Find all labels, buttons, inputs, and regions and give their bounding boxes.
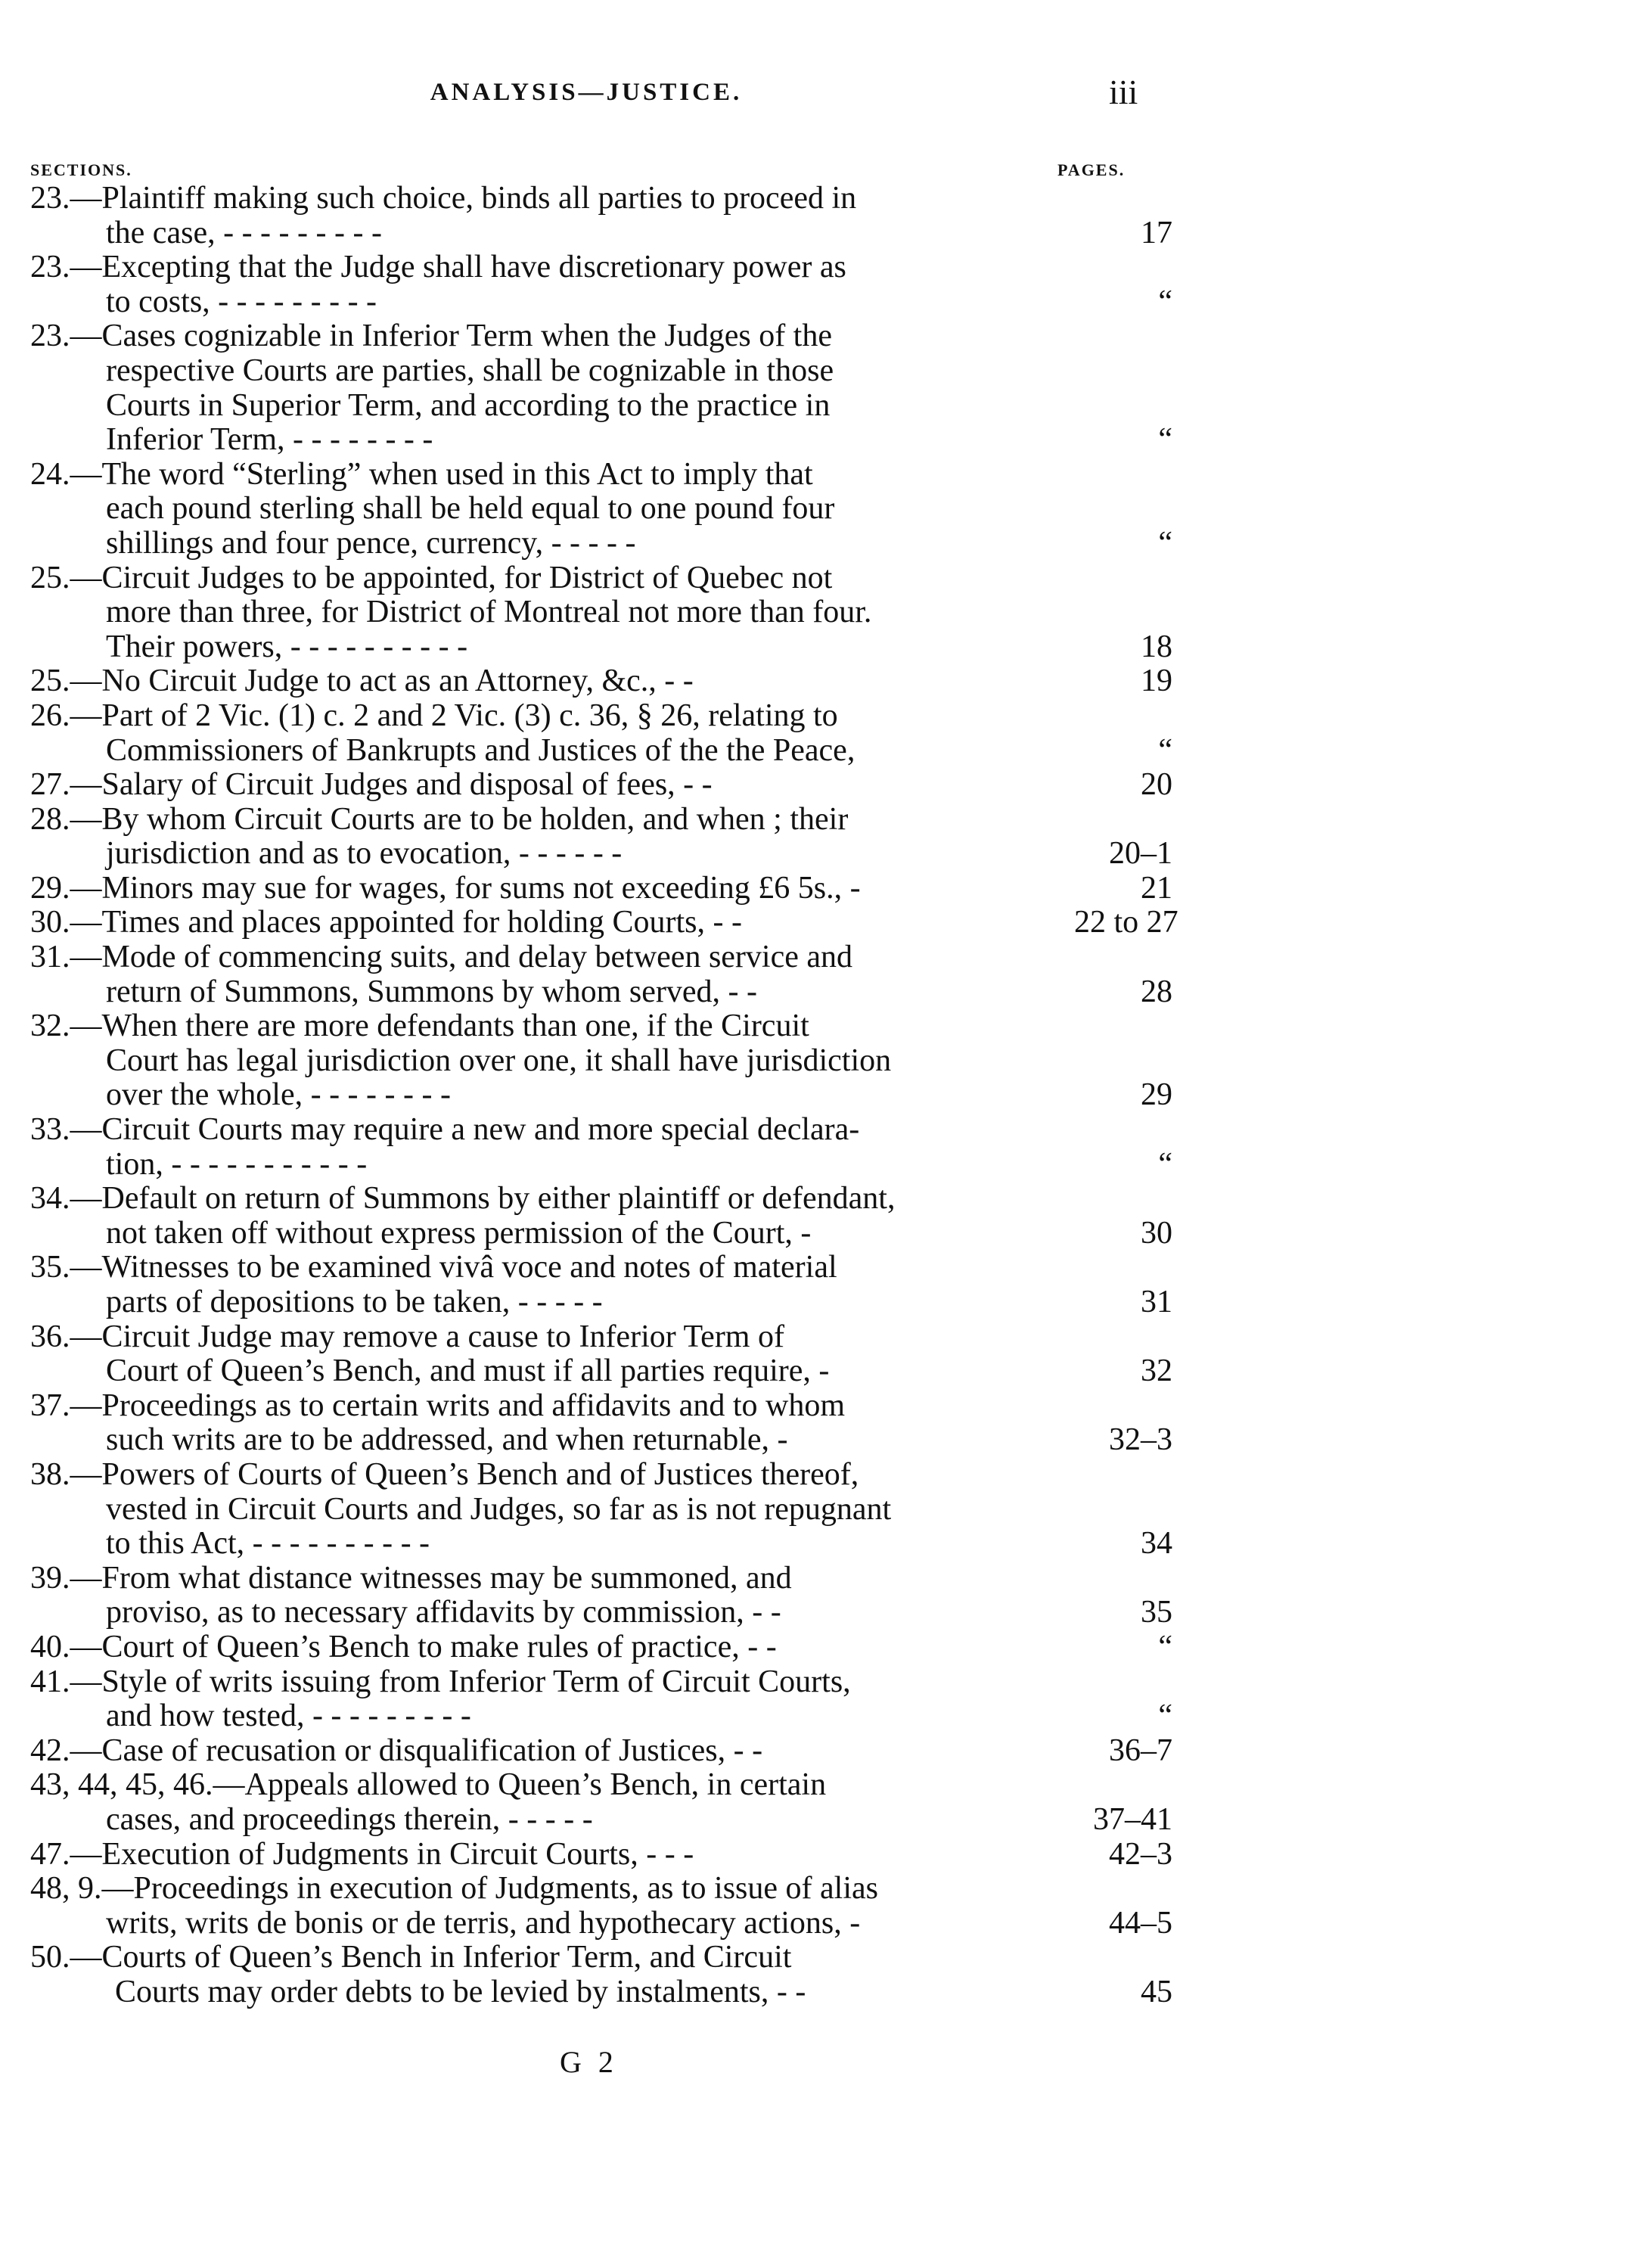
entry-line bbox=[0, 1354, 1652, 1389]
entry-line bbox=[0, 561, 1652, 596]
entry-line bbox=[0, 458, 1652, 493]
entry-line bbox=[0, 1596, 1652, 1630]
entry-line bbox=[0, 1734, 1652, 1769]
entry-text: over the whole, - - - - - - - - bbox=[106, 1077, 451, 1113]
entry-page-reference: 19 bbox=[1141, 664, 1172, 699]
entry-line bbox=[0, 1423, 1652, 1458]
entry-text: tion, - - - - - - - - - - - bbox=[106, 1146, 368, 1182]
entry-page-reference: “ bbox=[1158, 1629, 1172, 1664]
contents-entry bbox=[0, 1838, 1652, 1872]
entry-page-reference: 32–3 bbox=[1109, 1422, 1172, 1458]
entry-page-reference: 42–3 bbox=[1109, 1836, 1172, 1872]
contents-entry bbox=[0, 561, 1652, 665]
entry-page-reference: 34 bbox=[1141, 1526, 1172, 1562]
entry-line bbox=[0, 1907, 1652, 1941]
entry-line bbox=[0, 1630, 1652, 1665]
entry-text: 28.—By whom Circuit Courts are to be holden, and when ; their bbox=[30, 801, 849, 837]
entry-text: 37.—Proceedings as to certain writs and affidavits and to whom bbox=[30, 1388, 845, 1423]
entry-text: 25.—No Circuit Judge to act as an Attorney, &c., - - bbox=[30, 664, 694, 699]
entry-text: 43, 44, 45, 46.—Appeals allowed to Queen’s Bench, in certain bbox=[30, 1767, 827, 1803]
entry-text: respective Courts are parties, shall be cognizable in those bbox=[106, 353, 834, 388]
entry-line bbox=[0, 803, 1652, 838]
entry-text: vested in Circuit Courts and Judges, so far as is not repugnant bbox=[106, 1491, 892, 1527]
entry-text: 39.—From what distance witnesses may be summoned, and bbox=[30, 1560, 792, 1596]
entry-text: 42.—Case of recusation or disqualification of Justices, - - bbox=[30, 1733, 763, 1768]
entry-line bbox=[0, 664, 1652, 699]
entry-page-reference: 44–5 bbox=[1109, 1905, 1172, 1941]
entry-text: to this Act, - - - - - - - - - - bbox=[106, 1526, 430, 1562]
entry-page-reference: 32 bbox=[1141, 1353, 1172, 1389]
entry-text: 48, 9.—Proceedings in execution of Judgments, as to issue of alias bbox=[30, 1871, 878, 1907]
contents-entry bbox=[0, 1389, 1652, 1458]
entry-text: such writs are to be addressed, and when returnable, - bbox=[106, 1422, 788, 1458]
entry-page-reference: 21 bbox=[1141, 870, 1172, 906]
contents-entry bbox=[0, 1251, 1652, 1319]
entry-page-reference: “ bbox=[1158, 525, 1172, 561]
entry-line bbox=[0, 906, 1652, 940]
entry-line bbox=[0, 1527, 1652, 1562]
running-title: ANALYSIS—JUSTICE. bbox=[430, 79, 743, 106]
entry-text: each pound sterling shall be held equal to one pound four bbox=[106, 491, 835, 527]
entry-page-reference: 28 bbox=[1141, 974, 1172, 1009]
entry-line bbox=[0, 837, 1652, 872]
entry-line bbox=[0, 630, 1652, 665]
entry-text: not taken off without express permission of the Court, - bbox=[106, 1215, 812, 1251]
entry-page-reference: 20–1 bbox=[1109, 836, 1172, 872]
entry-line bbox=[0, 1493, 1652, 1527]
entry-text: Inferior Term, - - - - - - - - bbox=[106, 422, 433, 458]
entry-line bbox=[0, 492, 1652, 527]
entry-line bbox=[0, 1458, 1652, 1493]
entry-text: 40.—Court of Queen’s Bench to make rules of practice, - - bbox=[30, 1629, 777, 1664]
entry-page-reference: “ bbox=[1158, 732, 1172, 768]
contents-entry bbox=[0, 1562, 1652, 1630]
entry-page-reference: 20 bbox=[1141, 767, 1172, 803]
entry-line bbox=[0, 1838, 1652, 1872]
entry-text: 41.—Style of writs issuing from Inferior Term of Circuit Courts, bbox=[30, 1664, 851, 1699]
entry-text: 23.—Plaintiff making such choice, binds all parties to proceed in bbox=[30, 181, 857, 216]
contents-entry bbox=[0, 319, 1652, 457]
entry-line bbox=[0, 1699, 1652, 1734]
entry-text: and how tested, - - - - - - - - - bbox=[106, 1698, 471, 1734]
entry-text: proviso, as to necessary affidavits by commission, - - bbox=[106, 1595, 781, 1630]
entry-line bbox=[0, 1009, 1652, 1044]
entry-text: 35.—Witnesses to be examined vivâ voce and notes of material bbox=[30, 1250, 837, 1285]
entry-page-reference: 37–41 bbox=[1093, 1801, 1172, 1837]
entry-line bbox=[0, 354, 1652, 389]
entry-text: 27.—Salary of Circuit Judges and disposal of fees, - - bbox=[30, 767, 713, 803]
contents-entry bbox=[0, 1630, 1652, 1665]
entry-line bbox=[0, 1803, 1652, 1838]
contents-entry bbox=[0, 872, 1652, 906]
entry-line bbox=[0, 1113, 1652, 1148]
entry-page-reference: “ bbox=[1158, 1698, 1172, 1734]
entry-page-reference: “ bbox=[1158, 422, 1172, 458]
entry-text: 38.—Powers of Courts of Queen’s Bench and of Justices thereof, bbox=[30, 1456, 859, 1492]
contents-entry bbox=[0, 906, 1652, 940]
entry-line bbox=[0, 1768, 1652, 1803]
entry-line bbox=[0, 1975, 1652, 2010]
contents-entry bbox=[0, 1734, 1652, 1769]
entry-line bbox=[0, 527, 1652, 561]
entry-text: 24.—The word “Sterling” when used in this Act to imply that bbox=[30, 456, 813, 492]
entry-text: Court of Queen’s Bench, and must if all parties require, - bbox=[106, 1353, 830, 1389]
entry-page-reference: 30 bbox=[1141, 1215, 1172, 1251]
entry-line bbox=[0, 216, 1652, 251]
entry-page-reference: 35 bbox=[1141, 1595, 1172, 1630]
entry-line bbox=[0, 1148, 1652, 1182]
entry-line bbox=[0, 285, 1652, 320]
entry-text: Commissioners of Bankrupts and Justices of the the Peace, bbox=[106, 732, 856, 768]
contents-entry bbox=[0, 182, 1652, 250]
entry-line bbox=[0, 1044, 1652, 1079]
entry-text: to costs, - - - - - - - - - bbox=[106, 284, 377, 319]
pages-column-label: PAGES. bbox=[1057, 160, 1126, 179]
entry-line bbox=[0, 975, 1652, 1010]
contents-entry bbox=[0, 1768, 1652, 1837]
entry-line bbox=[0, 1562, 1652, 1596]
contents-entry bbox=[0, 1872, 1652, 1941]
contents-entry bbox=[0, 1113, 1652, 1182]
entry-text: 23.—Cases cognizable in Inferior Term when the Judges of the bbox=[30, 319, 832, 354]
contents-entry bbox=[0, 803, 1652, 872]
contents-entry bbox=[0, 940, 1652, 1009]
entry-text: 29.—Minors may sue for wages, for sums not exceeding £6 5s., - bbox=[30, 870, 861, 906]
entry-line bbox=[0, 1665, 1652, 1700]
entry-line bbox=[0, 872, 1652, 906]
entry-line bbox=[0, 699, 1652, 734]
contents-list bbox=[0, 182, 1652, 2009]
entry-line bbox=[0, 595, 1652, 630]
entry-text: 47.—Execution of Judgments in Circuit Courts, - - - bbox=[30, 1836, 694, 1872]
entry-text: Court has legal jurisdiction over one, it shall have jurisdiction bbox=[106, 1043, 892, 1078]
contents-entry bbox=[0, 1941, 1652, 2009]
entry-text: parts of depositions to be taken, - - - - - bbox=[106, 1285, 603, 1319]
entry-text: return of Summons, Summons by whom served, - - bbox=[106, 974, 757, 1009]
entry-text: jurisdiction and as to evocation, - - - - - - bbox=[106, 836, 623, 872]
entry-text: the case, - - - - - - - - - bbox=[106, 215, 382, 250]
entry-text: 34.—Default on return of Summons by either plaintiff or defendant, bbox=[30, 1181, 896, 1217]
entry-text: shillings and four pence, currency, - - - - - bbox=[106, 525, 636, 561]
entry-text: 25.—Circuit Judges to be appointed, for District of Quebec not bbox=[30, 560, 833, 595]
entry-text: 36.—Circuit Judge may remove a cause to Inferior Term of bbox=[30, 1319, 784, 1354]
entry-text: 50.—Courts of Queen’s Bench in Inferior Term, and Circuit bbox=[30, 1940, 792, 1975]
contents-entry bbox=[0, 1182, 1652, 1251]
entry-page-reference: 18 bbox=[1141, 629, 1172, 664]
entry-page-reference: 29 bbox=[1141, 1077, 1172, 1113]
entry-text: 33.—Circuit Courts may require a new and more special declara- bbox=[30, 1112, 860, 1148]
entry-page-reference: “ bbox=[1158, 284, 1172, 319]
entry-line bbox=[0, 1872, 1652, 1907]
entry-line bbox=[0, 319, 1652, 354]
entry-line bbox=[0, 182, 1652, 216]
entry-line bbox=[0, 940, 1652, 975]
entry-text: Courts may order debts to be levied by instalments, - - bbox=[115, 1974, 806, 2009]
entry-text: cases, and proceedings therein, - - - - - bbox=[106, 1801, 593, 1837]
entry-line bbox=[0, 389, 1652, 424]
entry-text: 23.—Excepting that the Judge shall have discretionary power as bbox=[30, 250, 846, 285]
entry-text: 26.—Part of 2 Vic. (1) c. 2 and 2 Vic. (3) c. 36, § 26, relating to bbox=[30, 698, 838, 733]
contents-entry bbox=[0, 768, 1652, 803]
entry-line bbox=[0, 250, 1652, 285]
entry-line bbox=[0, 1251, 1652, 1285]
entry-line bbox=[0, 1320, 1652, 1355]
entry-page-reference: “ bbox=[1158, 1146, 1172, 1182]
page-number: iii bbox=[1109, 73, 1138, 111]
contents-entry bbox=[0, 1458, 1652, 1562]
entry-text: 30.—Times and places appointed for holding Courts, - - bbox=[30, 905, 743, 940]
sections-column-label: SECTIONS. bbox=[30, 160, 132, 179]
entry-page-reference: 31 bbox=[1141, 1285, 1172, 1319]
entry-text: Their powers, - - - - - - - - - - bbox=[106, 629, 468, 664]
entry-line bbox=[0, 1941, 1652, 1975]
entry-page-reference: 45 bbox=[1141, 1974, 1172, 2009]
entry-text: more than three, for District of Montreal not more than four. bbox=[106, 595, 872, 630]
contents-entry bbox=[0, 250, 1652, 319]
entry-line bbox=[0, 423, 1652, 458]
entry-text: Courts in Superior Term, and according to the practice in bbox=[106, 387, 831, 423]
entry-line bbox=[0, 1285, 1652, 1320]
entry-page-reference: 17 bbox=[1141, 215, 1172, 250]
contents-entry bbox=[0, 699, 1652, 768]
contents-entry bbox=[0, 1665, 1652, 1734]
entry-text: 31.—Mode of commencing suits, and delay between service and bbox=[30, 940, 853, 975]
contents-entry bbox=[0, 664, 1652, 699]
signature-mark: G 2 bbox=[560, 2045, 618, 2079]
entry-text: 32.—When there are more defendants than one, if the Circuit bbox=[30, 1008, 809, 1044]
contents-entry bbox=[0, 458, 1652, 561]
entry-line bbox=[0, 1182, 1652, 1217]
entry-page-reference: 22 to 27 bbox=[1074, 905, 1178, 940]
entry-line bbox=[0, 1078, 1652, 1113]
entry-line bbox=[0, 1389, 1652, 1424]
entry-line bbox=[0, 768, 1652, 803]
entry-page-reference: 36–7 bbox=[1109, 1733, 1172, 1768]
entry-line bbox=[0, 1217, 1652, 1251]
contents-entry bbox=[0, 1009, 1652, 1113]
entry-text: writs, writs de bonis or de terris, and hypothecary actions, - bbox=[106, 1905, 861, 1941]
entry-line bbox=[0, 734, 1652, 769]
contents-entry bbox=[0, 1320, 1652, 1389]
